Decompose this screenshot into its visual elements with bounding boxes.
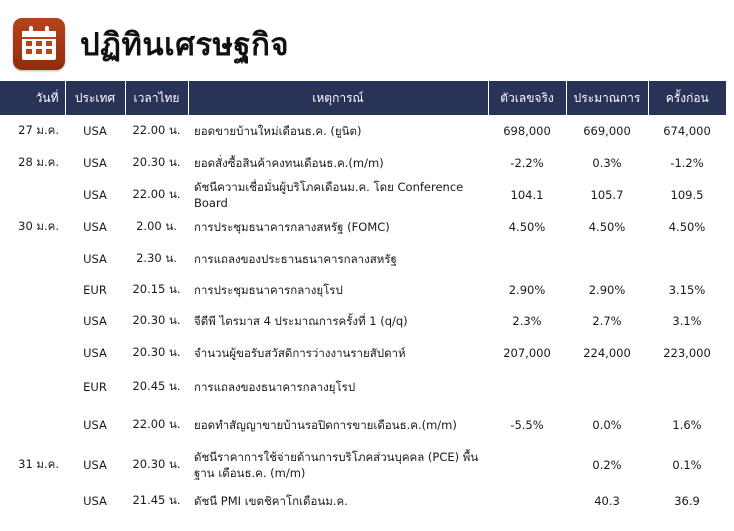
cell-date: [0, 337, 65, 369]
cell-time: 21.45 น.: [132, 492, 181, 507]
cell-forecast: 2.7%: [592, 314, 622, 328]
column-header-actual: ตัวเลขจริง: [488, 81, 566, 115]
cell-actual: -2.2%: [510, 156, 544, 170]
cell-country: USA: [83, 220, 107, 234]
cell-country: USA: [83, 124, 107, 138]
cell-previous: 3.1%: [672, 314, 702, 328]
cell-forecast: 0.2%: [592, 457, 622, 472]
cell-actual: 104.1: [510, 188, 544, 202]
cell-actual: 207,000: [503, 346, 551, 360]
cell-country: EUR: [83, 379, 107, 394]
cell-previous: [648, 243, 726, 275]
cell-actual: -5.5%: [510, 418, 544, 432]
cell-actual: 2.90%: [508, 283, 546, 297]
cell-actual: [488, 483, 566, 518]
cell-actual: [488, 243, 566, 275]
cell-forecast: 2.90%: [588, 283, 626, 297]
page-title: ปฏิทินเศรษฐกิจ: [80, 27, 290, 63]
cell-date: 31 ม.ค.: [18, 456, 59, 471]
cell-country: USA: [83, 314, 107, 328]
cell-forecast: 0.3%: [592, 156, 622, 170]
column-header-time: เวลาไทย: [125, 81, 188, 115]
cell-event: การแถลงของธนาคารกลางยุโรป: [194, 379, 356, 394]
cell-previous: 0.1%: [672, 457, 702, 472]
cell-previous: 109.5: [670, 188, 704, 202]
cell-country: USA: [83, 346, 107, 360]
column-header-country: ประเทศ: [65, 81, 125, 115]
cell-actual: 698,000: [503, 124, 551, 138]
cell-forecast: [566, 243, 648, 275]
economic-calendar-table: [0, 81, 726, 518]
table-row: [0, 404, 726, 446]
cell-date: 27 ม.ค.: [18, 123, 59, 137]
table-row: [0, 147, 726, 179]
column-header-forecast: ประมาณการ: [566, 81, 648, 115]
cell-previous: 223,000: [663, 346, 711, 360]
cell-date: [0, 483, 65, 518]
cell-time: 20.30 น.: [132, 155, 181, 169]
cell-time: 20.30 น.: [132, 313, 181, 327]
cell-country: USA: [83, 418, 107, 432]
calendar-icon: [13, 18, 65, 70]
cell-forecast: 224,000: [583, 346, 631, 360]
cell-event: ยอดขายบ้านใหม่เดือนธ.ค. (ยูนิต): [194, 124, 362, 138]
cell-date: [0, 369, 65, 404]
cell-country: USA: [83, 457, 107, 472]
table-row: [0, 179, 726, 211]
cell-forecast: 669,000: [583, 124, 631, 138]
cell-actual: [488, 446, 566, 483]
table-row: [0, 446, 726, 483]
table-row: [0, 211, 726, 243]
cell-forecast: 0.0%: [592, 418, 622, 432]
cell-forecast: [566, 369, 648, 404]
cell-time: 20.15 น.: [132, 282, 181, 296]
cell-country: EUR: [83, 283, 107, 297]
column-header-previous: ครั้งก่อน: [648, 81, 726, 115]
cell-time: 22.00 น.: [132, 123, 181, 137]
cell-event: ดัชนีความเชื่อมั่นผู้บริโภคเดือนม.ค. โดย Conference Board: [194, 180, 464, 210]
cell-actual: 2.3%: [512, 314, 542, 328]
cell-time: 22.00 น.: [132, 417, 181, 431]
table-row: [0, 115, 726, 147]
column-header-date: วันที่: [0, 81, 65, 115]
cell-event: ยอดทำสัญญาขายบ้านรอปิดการขายเดือนธ.ค.(m/m): [194, 418, 457, 432]
table-row: [0, 369, 726, 404]
cell-date: [0, 404, 65, 446]
cell-event: ดัชนี PMI เขตชิคาโกเดือนม.ค.: [194, 493, 348, 508]
cell-date: [0, 305, 65, 337]
cell-time: 20.30 น.: [132, 456, 181, 471]
cell-forecast: 40.3: [594, 493, 620, 508]
cell-country: USA: [83, 493, 107, 508]
cell-forecast: 105.7: [590, 188, 624, 202]
page-header: [13, 16, 289, 72]
cell-date: [0, 275, 65, 305]
table-row: [0, 243, 726, 275]
cell-actual: 4.50%: [508, 220, 546, 234]
cell-time: 22.00 น.: [132, 187, 181, 201]
cell-previous: [648, 369, 726, 404]
cell-actual: [488, 369, 566, 404]
cell-previous: 1.6%: [672, 418, 702, 432]
cell-time: 20.30 น.: [132, 345, 181, 359]
cell-time: 2.30 น.: [136, 251, 177, 265]
cell-event: การประชุมธนาคารกลางยุโรป: [194, 283, 343, 297]
cell-event: ยอดสั่งซื้อสินค้าคงทนเดือนธ.ค.(m/m): [194, 156, 384, 170]
cell-date: [0, 179, 65, 211]
cell-date: 30 ม.ค.: [18, 219, 59, 233]
cell-event: จำนวนผู้ขอรับสวัสดิการว่างงานรายสัปดาห์: [194, 346, 406, 360]
table-header-row: [0, 81, 726, 115]
cell-date: [0, 243, 65, 275]
cell-event: จีดีพี ไตรมาส 4 ประมาณการครั้งที่ 1 (q/q): [194, 314, 408, 328]
cell-previous: 674,000: [663, 124, 711, 138]
table-row: [0, 305, 726, 337]
cell-event: ดัชนีราคาการใช้จ่ายด้านการบริโภคส่วนบุคคล (PCE) พื้นฐาน เดือนธ.ค. (m/m): [194, 449, 479, 480]
cell-date: 28 ม.ค.: [18, 155, 59, 169]
cell-previous: 4.50%: [668, 220, 706, 234]
cell-time: 2.00 น.: [136, 219, 177, 233]
cell-event: การประชุมธนาคารกลางสหรัฐ (FOMC): [194, 220, 390, 234]
table-row: [0, 483, 726, 518]
table-row: [0, 275, 726, 305]
cell-previous: -1.2%: [670, 156, 704, 170]
cell-previous: 3.15%: [668, 283, 706, 297]
cell-previous: 36.9: [674, 493, 700, 508]
cell-forecast: 4.50%: [588, 220, 626, 234]
cell-country: USA: [83, 252, 107, 266]
cell-time: 20.45 น.: [132, 378, 181, 393]
cell-country: USA: [83, 156, 107, 170]
cell-event: การแถลงของประธานธนาคารกลางสหรัฐ: [194, 252, 397, 266]
column-header-event: เหตุการณ์: [188, 81, 488, 115]
cell-country: USA: [83, 188, 107, 202]
table-row: [0, 337, 726, 369]
